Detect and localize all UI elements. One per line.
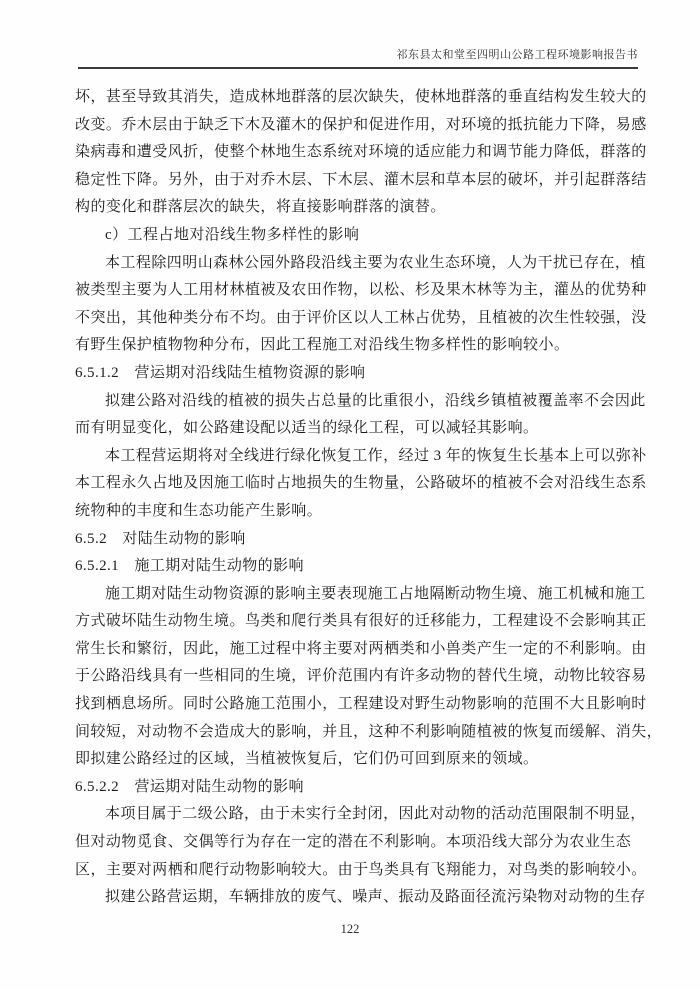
body-line: 常生长和繁衍，因此，施工过程中将主要对两栖类和小兽类产生一定的不利影响。由 bbox=[75, 640, 647, 657]
body-line: 改变。乔木层由于缺乏下木及灌木的保护和促进作用，对环境的抵抗能力下降，易感 bbox=[75, 116, 647, 133]
body-line: 区，主要对两栖和爬行动物影响较大。由于鸟类具有飞翔能力，对鸟类的影响较小。 bbox=[75, 861, 647, 878]
page-number: 122 bbox=[340, 922, 360, 936]
body-line: 染病毒和遭受风折，使整个林地生态系统对环境的适应能力和调节能力降低，群落的 bbox=[75, 144, 647, 161]
header-rule-divider bbox=[78, 67, 638, 69]
section-heading-6-5-2: 6.5.2 对陆生动物的影响 bbox=[75, 530, 246, 547]
body-line: 找到栖息场所。同时公路施工范围小，工程建设对野生动物影响的范围不大且影响时 bbox=[75, 696, 647, 713]
body-line: 本项目属于二级公路，由于未实行全封闭，因此对动物的活动范围限制不明显， bbox=[105, 806, 646, 823]
body-line: 即拟建公路经过的区域，当植被恢复后，它们仍可回到原来的领域。 bbox=[75, 751, 539, 768]
document-body bbox=[75, 84, 663, 912]
body-line: 但对动物觅食、交偶等行为存在一定的潜在不利影响。本项沿线大部分为农业生态 bbox=[75, 834, 632, 851]
body-line: 构的变化和群落层次的缺失，将直接影响群落的演替。 bbox=[75, 199, 446, 216]
section-heading-6-5-2-2: 6.5.2.2 营运期对陆生动物的影响 bbox=[75, 778, 304, 795]
body-line: 施工期对陆生动物资源的影响主要表现施工占地隔断动物生境、施工机械和施工 bbox=[105, 585, 646, 602]
body-line: 本工程除四明山森林公园外路段沿线主要为农业生态环境，人为干扰已存在，植 bbox=[105, 254, 646, 271]
body-line: 于公路沿线具有一些相同的生境，评价范围内有许多动物的替代生境，动物比较容易 bbox=[75, 668, 647, 685]
body-line: 方式破坏陆生动物生境。鸟类和爬行类具有很好的迁移能力，工程建设不会影响其正 bbox=[75, 613, 647, 630]
running-header-title: 祁东县太和堂至四明山公路工程环境影响报告书 bbox=[396, 49, 638, 61]
body-line: 统物种的丰度和生态功能产生影响。 bbox=[75, 502, 323, 519]
section-heading-6-5-2-1: 6.5.2.1 施工期对陆生动物的影响 bbox=[75, 558, 304, 575]
body-line: 不突出，其他种类分布不均。由于评价区以人工林占优势，且植被的次生性较强，没 bbox=[75, 309, 647, 326]
body-line: 坏，甚至导致其消失，造成林地群落的层次缺失，使林地群落的垂直结构发生较大的 bbox=[75, 89, 647, 105]
body-line: 稳定性下降。另外，由于对乔木层、下木层、灌木层和草本层的破坏，并引起群落结 bbox=[75, 171, 647, 188]
body-line: 有野生保护植物物种分布，因此工程施工对沿线生物多样性的影响较小。 bbox=[75, 337, 570, 354]
body-line: 本工程永久占地及因施工临时占地损失的生物量，公路破坏的植被不会对沿线生态系 bbox=[75, 475, 647, 492]
body-line: 拟建公路对沿线的植被的损失占总量的比重很小，沿线乡镇植被覆盖率不会因此 bbox=[105, 392, 646, 409]
body-line: 而有明显变化，如公路建设配以适当的绿化工程，可以减轻其影响。 bbox=[75, 420, 539, 437]
body-line: 本工程营运期将对全线进行绿化恢复工作，经过 3 年的恢复生长基本上可以弥补 bbox=[105, 447, 647, 464]
body-line: 被类型主要为人工用材林植被及农田作物，以松、杉及果木林等为主，灌丛的优势种 bbox=[75, 282, 647, 299]
body-line: 拟建公路营运期，车辆排放的废气、噪声、振动及路面径流污染物对动物的生存 bbox=[105, 889, 646, 906]
section-heading-6-5-1-2: 6.5.1.2 营运期对沿线陆生植物资源的影响 bbox=[75, 364, 366, 381]
list-heading-c: c）工程占地对沿线生物多样性的影响 bbox=[105, 226, 360, 243]
body-line: 间较短，对动物不会造成大的影响，并且，这种不利影响随植被的恢复而缓解、消失， bbox=[75, 723, 663, 740]
